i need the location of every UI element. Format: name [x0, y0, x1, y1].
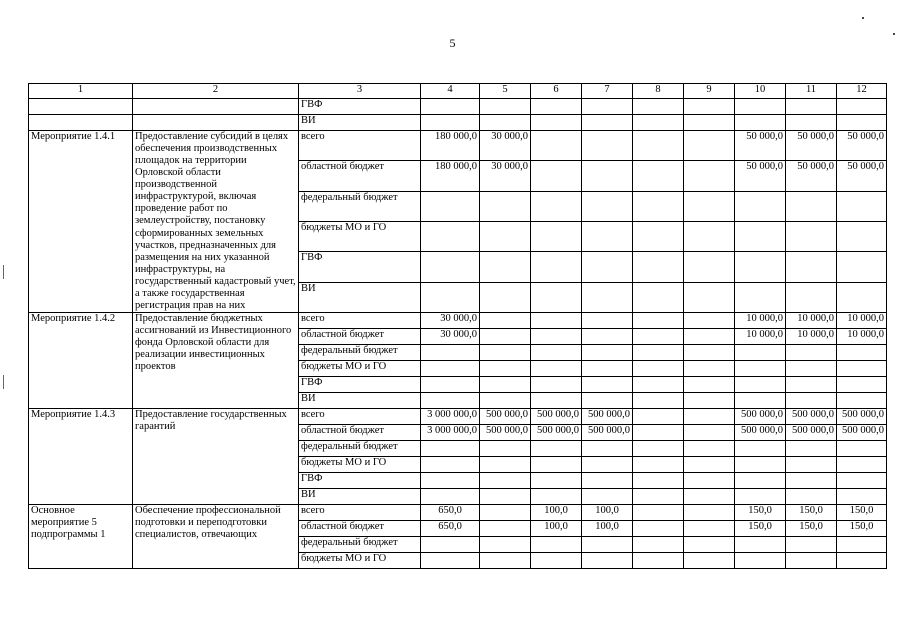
source-cell: всего — [299, 504, 421, 520]
value-cell — [531, 131, 582, 161]
value-cell — [684, 424, 735, 440]
value-cell — [421, 344, 480, 360]
value-cell — [684, 376, 735, 392]
value-cell — [786, 472, 837, 488]
value-cell — [786, 536, 837, 552]
source-cell: федеральный бюджет — [299, 440, 421, 456]
source-cell: ВИ — [299, 282, 421, 312]
value-cell: 100,0 — [531, 520, 582, 536]
value-cell: 3 000 000,0 — [421, 424, 480, 440]
column-header: 7 — [582, 84, 633, 99]
value-cell — [684, 312, 735, 328]
value-cell: 3 000 000,0 — [421, 408, 480, 424]
value-cell — [480, 472, 531, 488]
value-cell — [480, 392, 531, 408]
source-cell: всего — [299, 312, 421, 328]
value-cell — [421, 440, 480, 456]
value-cell — [684, 252, 735, 282]
table-row — [29, 99, 887, 115]
value-cell: 30 000,0 — [421, 312, 480, 328]
value-cell — [480, 376, 531, 392]
value-cell: 500 000,0 — [786, 408, 837, 424]
value-cell — [421, 392, 480, 408]
value-cell — [582, 472, 633, 488]
value-cell: 150,0 — [837, 520, 887, 536]
value-cell — [786, 376, 837, 392]
value-cell — [582, 191, 633, 221]
value-cell — [633, 99, 684, 115]
value-cell — [480, 344, 531, 360]
value-cell — [837, 221, 887, 251]
value-cell — [582, 312, 633, 328]
value-cell: 500 000,0 — [480, 424, 531, 440]
scan-speck — [862, 17, 864, 19]
value-cell — [582, 328, 633, 344]
value-cell — [582, 360, 633, 376]
value-cell — [421, 488, 480, 504]
value-cell — [786, 392, 837, 408]
value-cell — [480, 282, 531, 312]
value-cell — [480, 252, 531, 282]
column-header: 8 — [633, 84, 684, 99]
value-cell — [421, 376, 480, 392]
value-cell — [684, 360, 735, 376]
value-cell — [684, 504, 735, 520]
value-cell: 500 000,0 — [531, 424, 582, 440]
budget-table — [28, 83, 887, 569]
source-cell: всего — [299, 131, 421, 161]
value-cell — [837, 552, 887, 568]
source-cell: ВИ — [299, 115, 421, 131]
measure-cell: Мероприятие 1.4.1 — [29, 131, 133, 313]
value-cell: 150,0 — [837, 504, 887, 520]
value-cell — [582, 456, 633, 472]
value-cell — [837, 344, 887, 360]
description-cell — [133, 115, 299, 131]
value-cell — [480, 221, 531, 251]
value-cell — [684, 552, 735, 568]
value-cell — [633, 456, 684, 472]
value-cell — [421, 472, 480, 488]
description-cell — [133, 99, 299, 115]
value-cell — [582, 488, 633, 504]
value-cell — [531, 115, 582, 131]
value-cell — [633, 440, 684, 456]
value-cell — [684, 536, 735, 552]
value-cell — [421, 552, 480, 568]
value-cell — [480, 115, 531, 131]
value-cell — [421, 282, 480, 312]
value-cell — [837, 360, 887, 376]
value-cell — [684, 328, 735, 344]
value-cell — [684, 440, 735, 456]
column-header: 2 — [133, 84, 299, 99]
value-cell — [633, 252, 684, 282]
value-cell — [531, 488, 582, 504]
value-cell — [582, 131, 633, 161]
value-cell — [582, 552, 633, 568]
value-cell — [786, 344, 837, 360]
value-cell — [684, 161, 735, 191]
value-cell: 150,0 — [735, 520, 786, 536]
value-cell: 500 000,0 — [837, 424, 887, 440]
source-cell: ГВФ — [299, 252, 421, 282]
value-cell — [735, 344, 786, 360]
value-cell — [684, 131, 735, 161]
table-row — [29, 504, 887, 520]
value-cell — [735, 488, 786, 504]
value-cell — [735, 282, 786, 312]
value-cell — [421, 536, 480, 552]
value-cell — [633, 392, 684, 408]
value-cell — [421, 99, 480, 115]
value-cell: 150,0 — [786, 520, 837, 536]
value-cell: 50 000,0 — [786, 131, 837, 161]
value-cell — [480, 312, 531, 328]
value-cell: 10 000,0 — [735, 312, 786, 328]
value-cell — [786, 221, 837, 251]
value-cell — [633, 360, 684, 376]
value-cell — [633, 408, 684, 424]
value-cell — [480, 99, 531, 115]
value-cell — [633, 520, 684, 536]
value-cell: 180 000,0 — [421, 131, 480, 161]
description-cell: Предоставление субсидий в целях обеспечения производственных площадок на территории Орловской области производственной инфраструктурой, включая проведение работ по землеустройству, постановку сформированных земельных участков, предназначенных для размещения на них указанной инфраструктуры, на государственный кадастровый учет, а также государственная регистрация прав на них — [133, 131, 299, 313]
value-cell — [633, 536, 684, 552]
scan-speck — [893, 33, 895, 35]
source-cell: бюджеты МО и ГО — [299, 360, 421, 376]
source-cell: бюджеты МО и ГО — [299, 456, 421, 472]
value-cell — [582, 392, 633, 408]
value-cell — [786, 115, 837, 131]
value-cell: 50 000,0 — [786, 161, 837, 191]
table-row — [29, 131, 887, 161]
source-cell: ГВФ — [299, 376, 421, 392]
value-cell — [582, 344, 633, 360]
value-cell — [735, 536, 786, 552]
value-cell: 500 000,0 — [480, 408, 531, 424]
value-cell — [786, 99, 837, 115]
value-cell — [633, 424, 684, 440]
value-cell — [684, 344, 735, 360]
source-cell: федеральный бюджет — [299, 191, 421, 221]
source-cell: всего — [299, 408, 421, 424]
value-cell — [837, 252, 887, 282]
value-cell — [531, 161, 582, 191]
value-cell — [531, 312, 582, 328]
value-cell — [421, 115, 480, 131]
source-cell: ВИ — [299, 392, 421, 408]
value-cell — [837, 456, 887, 472]
value-cell — [480, 504, 531, 520]
value-cell — [421, 360, 480, 376]
value-cell — [786, 282, 837, 312]
value-cell: 50 000,0 — [735, 131, 786, 161]
value-cell — [633, 221, 684, 251]
value-cell — [735, 191, 786, 221]
value-cell: 30 000,0 — [421, 328, 480, 344]
value-cell — [582, 376, 633, 392]
table-body — [29, 84, 887, 569]
page-number: 5 — [449, 36, 456, 50]
value-cell — [786, 552, 837, 568]
value-cell — [531, 328, 582, 344]
value-cell — [735, 252, 786, 282]
value-cell — [633, 552, 684, 568]
value-cell — [480, 520, 531, 536]
value-cell — [735, 360, 786, 376]
column-header: 5 — [480, 84, 531, 99]
source-cell: бюджеты МО и ГО — [299, 552, 421, 568]
value-cell — [735, 440, 786, 456]
value-cell — [531, 360, 582, 376]
value-cell: 50 000,0 — [837, 161, 887, 191]
value-cell — [531, 221, 582, 251]
value-cell: 100,0 — [582, 504, 633, 520]
value-cell — [735, 115, 786, 131]
value-cell: 10 000,0 — [837, 328, 887, 344]
value-cell — [837, 282, 887, 312]
value-cell — [421, 456, 480, 472]
measure-cell: Мероприятие 1.4.3 — [29, 408, 133, 504]
value-cell — [837, 488, 887, 504]
source-cell: ГВФ — [299, 472, 421, 488]
column-header: 4 — [421, 84, 480, 99]
source-cell: ГВФ — [299, 99, 421, 115]
value-cell — [633, 282, 684, 312]
value-cell — [633, 376, 684, 392]
description-cell: Обеспечение профессиональной подготовки и переподготовки специалистов, отвечающих — [133, 504, 299, 568]
value-cell — [837, 115, 887, 131]
value-cell — [531, 376, 582, 392]
value-cell — [633, 312, 684, 328]
value-cell — [633, 131, 684, 161]
value-cell — [582, 221, 633, 251]
value-cell: 50 000,0 — [837, 131, 887, 161]
value-cell — [684, 392, 735, 408]
value-cell — [735, 472, 786, 488]
column-header: 3 — [299, 84, 421, 99]
value-cell: 500 000,0 — [582, 408, 633, 424]
value-cell — [633, 472, 684, 488]
value-cell — [786, 360, 837, 376]
value-cell — [786, 456, 837, 472]
value-cell — [531, 252, 582, 282]
value-cell — [633, 328, 684, 344]
column-header: 9 — [684, 84, 735, 99]
value-cell — [735, 99, 786, 115]
value-cell: 30 000,0 — [480, 161, 531, 191]
source-cell: федеральный бюджет — [299, 344, 421, 360]
value-cell — [735, 221, 786, 251]
value-cell — [480, 536, 531, 552]
value-cell — [684, 191, 735, 221]
value-cell: 500 000,0 — [837, 408, 887, 424]
value-cell — [582, 252, 633, 282]
value-cell — [480, 440, 531, 456]
value-cell — [837, 536, 887, 552]
value-cell — [531, 282, 582, 312]
column-header: 11 — [786, 84, 837, 99]
table-row — [29, 408, 887, 424]
value-cell — [684, 488, 735, 504]
value-cell: 30 000,0 — [480, 131, 531, 161]
value-cell — [531, 191, 582, 221]
value-cell — [531, 536, 582, 552]
value-cell — [684, 115, 735, 131]
value-cell — [582, 536, 633, 552]
value-cell — [480, 360, 531, 376]
value-cell — [684, 520, 735, 536]
source-cell: бюджеты МО и ГО — [299, 221, 421, 251]
value-cell: 50 000,0 — [735, 161, 786, 191]
value-cell — [531, 440, 582, 456]
value-cell — [480, 552, 531, 568]
value-cell — [786, 440, 837, 456]
value-cell — [633, 504, 684, 520]
value-cell — [735, 392, 786, 408]
value-cell — [684, 221, 735, 251]
value-cell: 10 000,0 — [837, 312, 887, 328]
value-cell — [837, 440, 887, 456]
source-cell: областной бюджет — [299, 328, 421, 344]
value-cell — [480, 488, 531, 504]
header-row — [29, 84, 887, 99]
scan-edge-mark — [3, 265, 4, 279]
value-cell: 150,0 — [735, 504, 786, 520]
value-cell — [480, 456, 531, 472]
value-cell — [531, 472, 582, 488]
description-cell: Предоставление государственных гарантий — [133, 408, 299, 504]
value-cell — [480, 191, 531, 221]
description-cell: Предоставление бюджетных ассигнований из Инвестиционного фонда Орловской области для реализации инвестиционных проектов — [133, 312, 299, 408]
value-cell — [421, 252, 480, 282]
value-cell — [531, 552, 582, 568]
value-cell — [684, 99, 735, 115]
column-header: 6 — [531, 84, 582, 99]
value-cell — [837, 392, 887, 408]
source-cell: ВИ — [299, 488, 421, 504]
value-cell — [421, 191, 480, 221]
value-cell — [735, 456, 786, 472]
value-cell: 500 000,0 — [582, 424, 633, 440]
value-cell — [582, 115, 633, 131]
value-cell: 500 000,0 — [531, 408, 582, 424]
value-cell: 500 000,0 — [735, 408, 786, 424]
value-cell — [421, 221, 480, 251]
measure-cell — [29, 99, 133, 115]
value-cell: 10 000,0 — [786, 312, 837, 328]
value-cell — [531, 99, 582, 115]
value-cell — [735, 376, 786, 392]
value-cell — [582, 282, 633, 312]
value-cell — [837, 191, 887, 221]
source-cell: федеральный бюджет — [299, 536, 421, 552]
value-cell — [531, 392, 582, 408]
value-cell — [684, 282, 735, 312]
value-cell — [582, 440, 633, 456]
value-cell — [633, 191, 684, 221]
scan-edge-mark — [3, 375, 4, 389]
value-cell: 650,0 — [421, 504, 480, 520]
value-cell: 650,0 — [421, 520, 480, 536]
value-cell — [837, 376, 887, 392]
value-cell: 500 000,0 — [735, 424, 786, 440]
column-header: 12 — [837, 84, 887, 99]
measure-cell: Основное мероприятие 5 подпрограммы 1 — [29, 504, 133, 568]
value-cell — [786, 488, 837, 504]
value-cell: 500 000,0 — [786, 424, 837, 440]
value-cell — [480, 328, 531, 344]
table-row — [29, 312, 887, 328]
value-cell — [633, 344, 684, 360]
value-cell: 100,0 — [531, 504, 582, 520]
value-cell — [582, 161, 633, 191]
value-cell — [633, 161, 684, 191]
value-cell — [531, 344, 582, 360]
value-cell — [684, 472, 735, 488]
value-cell: 180 000,0 — [421, 161, 480, 191]
value-cell: 150,0 — [786, 504, 837, 520]
value-cell — [633, 115, 684, 131]
column-header: 1 — [29, 84, 133, 99]
value-cell — [837, 99, 887, 115]
measure-cell — [29, 115, 133, 131]
value-cell — [837, 472, 887, 488]
measure-cell: Мероприятие 1.4.2 — [29, 312, 133, 408]
value-cell — [531, 456, 582, 472]
value-cell: 100,0 — [582, 520, 633, 536]
value-cell — [684, 408, 735, 424]
value-cell — [633, 488, 684, 504]
value-cell: 10 000,0 — [786, 328, 837, 344]
value-cell — [582, 99, 633, 115]
source-cell: областной бюджет — [299, 424, 421, 440]
value-cell — [735, 552, 786, 568]
source-cell: областной бюджет — [299, 520, 421, 536]
table-row — [29, 115, 887, 131]
column-header: 10 — [735, 84, 786, 99]
value-cell: 10 000,0 — [735, 328, 786, 344]
source-cell: областной бюджет — [299, 161, 421, 191]
value-cell — [786, 191, 837, 221]
value-cell — [684, 456, 735, 472]
value-cell — [786, 252, 837, 282]
